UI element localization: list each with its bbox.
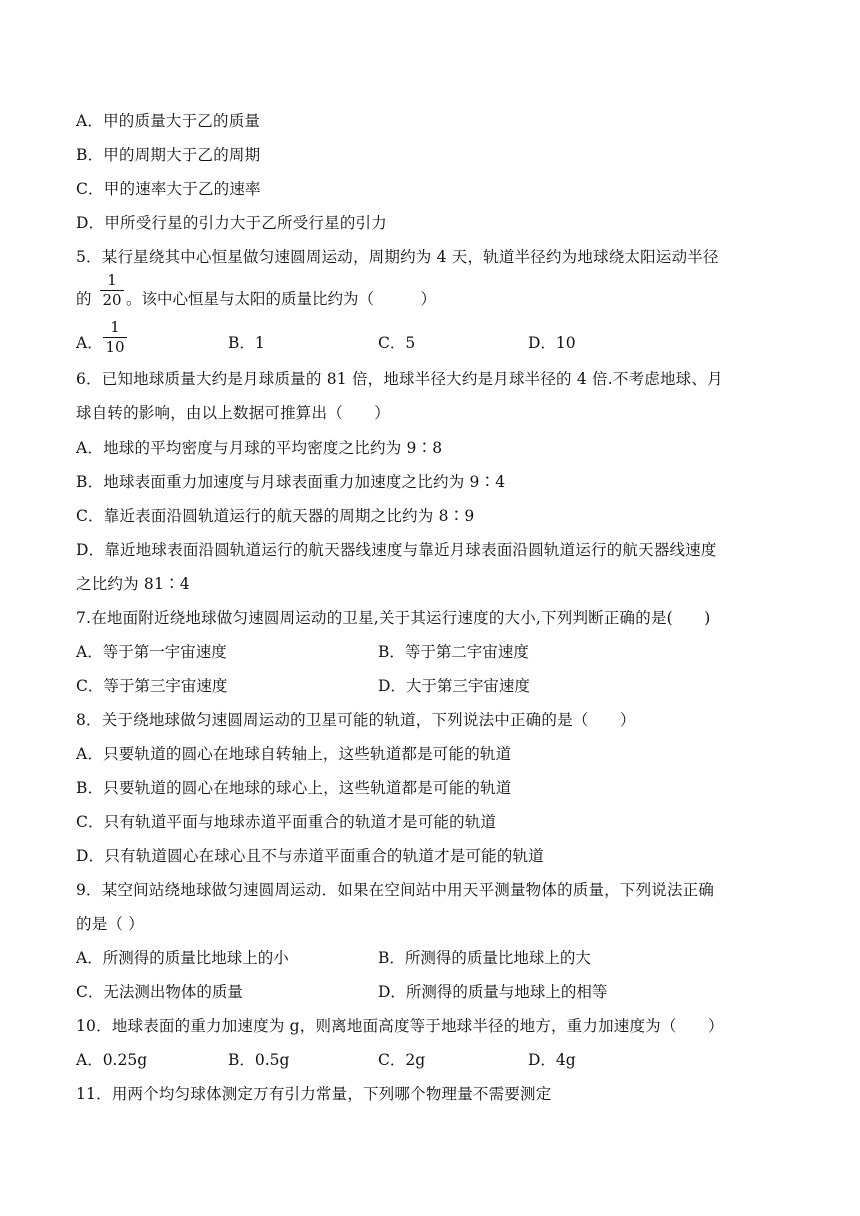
q7-option-a: A．等于第一宇宙速度 xyxy=(76,643,227,661)
q6-stem-line1: 6．已知地球质量大约是月球质量的 81 倍，地球半径大约是月球半径的 4 倍.不考虑地球、月 xyxy=(76,370,723,388)
q6-stem-line2: 球自转的影响，由以上数据可推算出（ ） xyxy=(76,404,391,422)
q9-option-c: C．无法测出物体的质量 xyxy=(76,983,243,1001)
q4-option-d: D．甲所受行星的引力大于乙所受行星的引力 xyxy=(76,214,387,232)
q9-option-a: A．所测得的质量比地球上的小 xyxy=(76,949,289,967)
q5-stem-line2-post: 。该中心恒星与太阳的质量比约为（ ） xyxy=(126,290,437,308)
q10-option-b: B．0.5g xyxy=(228,1051,290,1069)
q5-option-a-denominator: 10 xyxy=(105,338,125,356)
q9-option-b: B．所测得的质量比地球上的大 xyxy=(378,949,591,967)
q6-option-a: A．地球的平均密度与月球的平均密度之比约为 9∶8 xyxy=(76,439,443,457)
q7-stem: 7.在地面附近绕地球做匀速圆周运动的卫星,关于其运行速度的大小,下列判断正确的是( ) xyxy=(76,609,711,627)
q9-stem-line1: 9．某空间站绕地球做匀速圆周运动．如果在空间站中用天平测量物体的质量，下列说法正确 xyxy=(76,881,715,899)
q8-stem: 8．关于绕地球做匀速圆周运动的卫星可能的轨道，下列说法中正确的是（ ） xyxy=(76,711,636,729)
q6-option-d-line2: 之比约为 81∶4 xyxy=(76,575,190,593)
q5-option-b: B．1 xyxy=(228,334,265,352)
q11-stem: 11．用两个均匀球体测定万有引力常量，下列哪个物理量不需要测定 xyxy=(76,1085,552,1103)
q5-stem-line1: 5．某行星绕其中心恒星做匀速圆周运动，周期约为 4 天，轨道半径约为地球绕太阳运动半径 xyxy=(76,248,719,266)
q5-fraction-denominator: 20 xyxy=(102,291,122,309)
q5-option-a-fraction xyxy=(103,318,127,356)
q10-stem: 10．地球表面的重力加速度为 g，则离地面高度等于地球半径的地方，重力加速度为（ ） xyxy=(76,1017,724,1035)
q7-option-c: C．等于第三宇宙速度 xyxy=(76,677,228,695)
q6-option-b: B．地球表面重力加速度与月球表面重力加速度之比约为 9∶4 xyxy=(76,473,506,491)
q6-option-d-line1: D．靠近地球表面沿圆轨道运行的航天器线速度与靠近月球表面沿圆轨道运行的航天器线速度 xyxy=(76,541,717,559)
q4-option-b: B．甲的周期大于乙的周期 xyxy=(76,146,261,164)
q9-option-d: D．所测得的质量与地球上的相等 xyxy=(378,983,608,1001)
q5-fraction xyxy=(100,271,124,309)
q8-option-d: D．只有轨道圆心在球心且不与赤道平面重合的轨道才是可能的轨道 xyxy=(76,847,544,865)
q5-fraction-numerator: 1 xyxy=(107,271,117,289)
q7-option-b: B．等于第二宇宙速度 xyxy=(378,643,529,661)
q6-option-c: C．靠近表面沿圆轨道运行的航天器的周期之比约为 8∶9 xyxy=(76,507,475,525)
q4-option-a: A．甲的质量大于乙的质量 xyxy=(76,112,261,130)
q4-option-c: C．甲的速率大于乙的速率 xyxy=(76,180,261,198)
q10-option-c: C．2g xyxy=(378,1051,426,1069)
q8-option-a: A．只要轨道的圆心在地球自转轴上，这些轨道都是可能的轨道 xyxy=(76,745,512,763)
q10-option-a: A．0.25g xyxy=(76,1051,148,1069)
q9-stem-line2: 的是（ ） xyxy=(76,915,144,933)
q8-option-b: B．只要轨道的圆心在地球的球心上，这些轨道都是可能的轨道 xyxy=(76,779,512,797)
q5-stem-line2-pre: 的 xyxy=(76,290,92,308)
q5-option-d: D．10 xyxy=(528,334,576,352)
q10-option-d: D．4g xyxy=(528,1051,576,1069)
q7-option-d: D．大于第三宇宙速度 xyxy=(378,677,530,695)
q5-option-a-label: A． xyxy=(76,334,103,352)
q8-option-c: C．只有轨道平面与地球赤道平面重合的轨道才是可能的轨道 xyxy=(76,813,497,831)
q5-option-c: C．5 xyxy=(378,334,416,352)
q5-option-a-numerator: 1 xyxy=(110,318,120,336)
